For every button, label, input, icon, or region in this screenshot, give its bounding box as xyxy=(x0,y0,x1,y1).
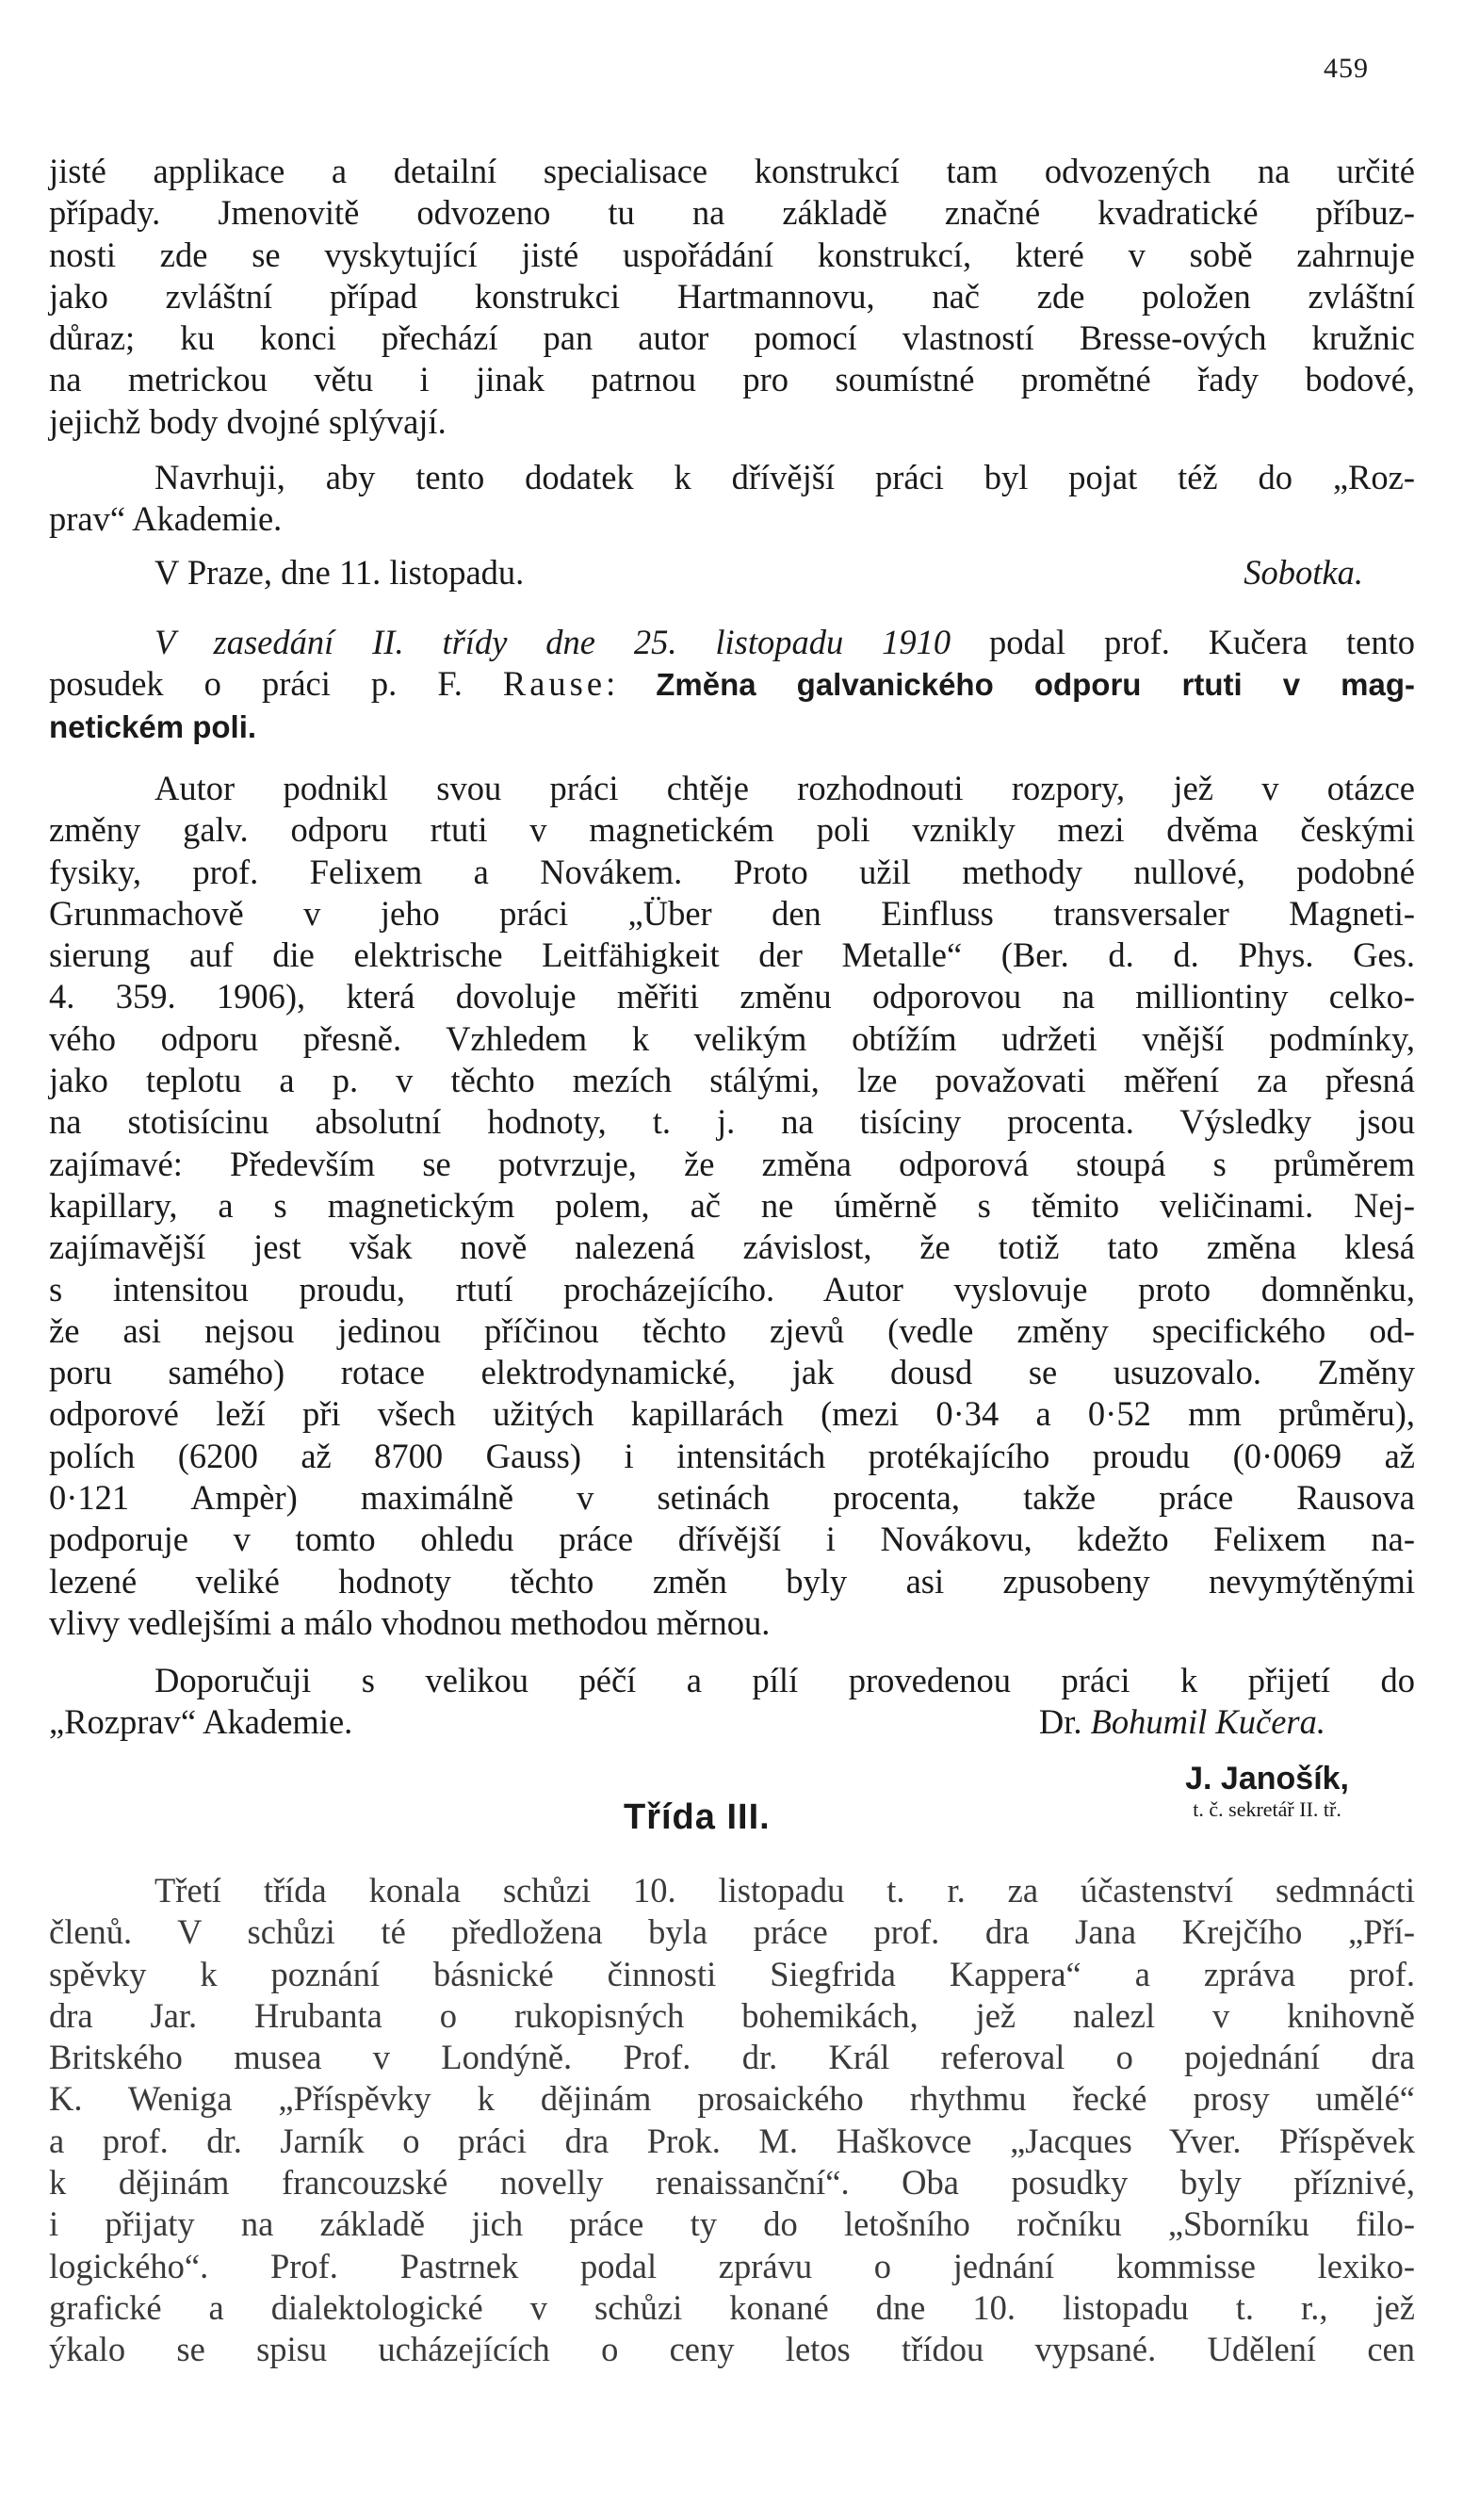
text-line: i přijaty na základě jich práce ty do letošního ročníku „Sborníku filo- xyxy=(49,2204,1415,2244)
author-name: Rause xyxy=(502,664,607,704)
secretary-signature xyxy=(1185,1760,1349,1822)
section-title: Třída III. xyxy=(624,1797,771,1837)
text-line: Doporučuji s velikou péčí a pílí provedenou práci k přijetí do xyxy=(154,1661,1415,1699)
text-line: ýkalo se spisu ucházejících o ceny letos třídou vypsané. Udělení cen xyxy=(49,2330,1415,2369)
text-line: Grunmachově v jeho práci „Über den Einfluss transversaler Magneti- xyxy=(49,893,1415,933)
text-line: odporové leží při všech užitých kapillarách (mezi 0·34 a 0·52 mm průměru), xyxy=(49,1394,1415,1434)
text-line: K. Weniga „Příspěvky k dějinám prosaického rhythmu řecké prosy umělé“ xyxy=(49,2079,1415,2119)
text-line: prav“ Akademie. xyxy=(49,499,283,539)
text-line: k dějinám francouzské novelly renaissanční“. Oba posudky byly příznivé, xyxy=(49,2163,1415,2203)
text-line: logického“. Prof. Pastrnek podal zprávu o jednání kommisse lexiko- xyxy=(49,2246,1415,2285)
text-line: Navrhuji, aby tento dodatek k dřívější práci byl pojat též do „Roz- xyxy=(154,458,1415,496)
text-line: vého odporu přesně. Vzhledem k velikým obtížím udržeti vnější podmínky, xyxy=(49,1018,1415,1058)
text-line: fysiky, prof. Felixem a Novákem. Proto užil methody nullové, podobné xyxy=(49,852,1415,891)
text-line: na stotisícinu absolutní hodnoty, t. j. na tisíciny procenta. Výsledky jsou xyxy=(49,1102,1415,1142)
secretary-role: t. č. sekretář II. tř. xyxy=(1193,1797,1341,1821)
signature-name: Sobotka. xyxy=(1244,553,1363,592)
paragraph-continuation xyxy=(49,151,1415,443)
report-colon: : xyxy=(606,664,657,704)
signature-name: Bohumil Kučera. xyxy=(1090,1702,1325,1742)
text-line: změny galv. odporu rtuti v magnetickém poli vznikly mezi dvěma českými xyxy=(49,810,1415,850)
signature-title: Dr. xyxy=(1038,1702,1091,1742)
text-line: sierung auf die elektrische Leitfähigkeit der Metalle“ (Ber. d. d. Phys. Ges. xyxy=(49,935,1415,975)
text-line: jako zvláštní případ konstrukci Hartmannovu, nač zde položen zvláštní xyxy=(49,276,1415,316)
text-line: že asi nejsou jedinou příčinou těchto zjevů (vedle změny specifického od- xyxy=(49,1310,1415,1350)
text-line xyxy=(49,1870,1415,1911)
paragraph-class-three xyxy=(49,1870,1415,2371)
report-intro-line-1 xyxy=(49,622,1415,663)
text-line: podporuje v tomto ohledu práce dřívější i Novákovu, kdežto Felixem na- xyxy=(49,1520,1415,1559)
text-line: jako teplotu a p. v těchto mezích stálými, lze považovati měření za přesná xyxy=(49,1061,1415,1100)
text-line: lezené veliké hodnoty těchto změn byly asi zpusobeny nevymýtěnými xyxy=(49,1561,1415,1601)
text-line: dra Jar. Hrubanta o rukopisných bohemikách, jež nalezl v knihovně xyxy=(49,1995,1415,2035)
paragraph-recommendation xyxy=(49,457,1415,541)
report-intro-text: podal prof. Kučera tento xyxy=(951,623,1415,661)
work-title: Změna galvanického odporu rtuti v mag- xyxy=(656,667,1415,703)
secretary-name: J. Janošík, xyxy=(1185,1761,1349,1797)
section-header xyxy=(49,1752,1415,1856)
text-line: poru samého) rotace elektrodynamické, jak dousd se usuzovalo. Změny xyxy=(49,1353,1415,1392)
text-line: 0·121 Ampèr) maximálně v setinách procenta, takže práce Rausova xyxy=(49,1478,1415,1518)
text-line: kapillary, a s magnetickým polem, ač ne úměrně s těmito veličinami. Nej- xyxy=(49,1185,1415,1225)
text-line: nosti zde se vyskytující jisté uspořádání konstrukcí, které v sobě zahrnuje xyxy=(49,235,1415,274)
work-title-cont: netickém poli. xyxy=(49,708,257,744)
text-line: grafické a dialektologické v schůzi konané dne 10. listopadu t. r., jež xyxy=(49,2287,1415,2327)
signature-sobotka xyxy=(49,552,1415,593)
text-line: jejichž body dvojné splývají. xyxy=(49,401,447,441)
signature-kucera xyxy=(49,1701,1415,1743)
page-number: 459 xyxy=(1324,53,1369,84)
text-line: Britského musea v Londýně. Prof. dr. Král referoval o pojednání dra xyxy=(49,2038,1415,2077)
report-intro-line-2 xyxy=(49,663,1415,705)
session-date: V zasedání II. třídy dne 25. listopadu 1910 xyxy=(154,623,951,661)
signature-left: „Rozprav“ Akademie. xyxy=(49,1702,353,1742)
text-line: a prof. dr. Jarník o práci dra Prok. M. Haškovce „Jacques Yver. Příspěvek xyxy=(49,2121,1415,2160)
text-line: členů. V schůzi té předložena byla práce prof. dra Jana Krejčího „Pří- xyxy=(49,1912,1415,1952)
text-line: 4. 359. 1906), která dovoluje měřiti změnu odporovou na milliontiny celko- xyxy=(49,977,1415,1016)
text-line: jisté applikace a detailní specialisace konstrukcí tam odvozených na určité xyxy=(49,152,1415,190)
text-line: polích (6200 až 8700 Gauss) i intensitách protékajícího proudu (0·0069 až xyxy=(49,1436,1415,1475)
text-line: vlivy vedlejšími a málo vhodnou methodou měrnou. xyxy=(49,1602,771,1642)
text-line: zajímavější jest však nově nalezená závislost, že totiž tato změna klesá xyxy=(49,1227,1415,1267)
report-intro-text: posudek o práci p. F. xyxy=(49,664,503,704)
text-line: Autor podnikl svou práci chtěje rozhodnouti rozpory, jež v otázce xyxy=(154,769,1415,807)
signature-place-date: V Praze, dne 11. listopadu. xyxy=(154,553,525,592)
text-line: důraz; ku konci přechází pan autor pomocí vlastností Bresse-ových kružnic xyxy=(49,318,1415,358)
text-line: případy. Jmenovitě odvozeno tu na základě značné kvadratické příbuz- xyxy=(49,193,1415,233)
text-line-content: Třetí třída konala schůzi 10. listopadu t. r. za účastenství sedmnácti xyxy=(154,1871,1415,1910)
text-line: s intensitou proudu, rtutí procházejícího. Autor vyslovuje proto domněnku, xyxy=(49,1269,1415,1309)
report-intro xyxy=(49,622,1415,747)
text-line: na metrickou větu i jinak patrnou pro soumístné promětné řady bodové, xyxy=(49,360,1415,399)
paragraph-recommendation-2 xyxy=(49,1660,1415,1744)
report-intro-line-3 xyxy=(49,706,1415,747)
text-line: zajímavé: Především se potvrzuje, že změna odporová stoupá s průměrem xyxy=(49,1144,1415,1183)
paragraph-report xyxy=(49,768,1415,1644)
text-line: spěvky k poznání básnické činnosti Siegfrida Kappera“ a zpráva prof. xyxy=(49,1954,1415,1993)
